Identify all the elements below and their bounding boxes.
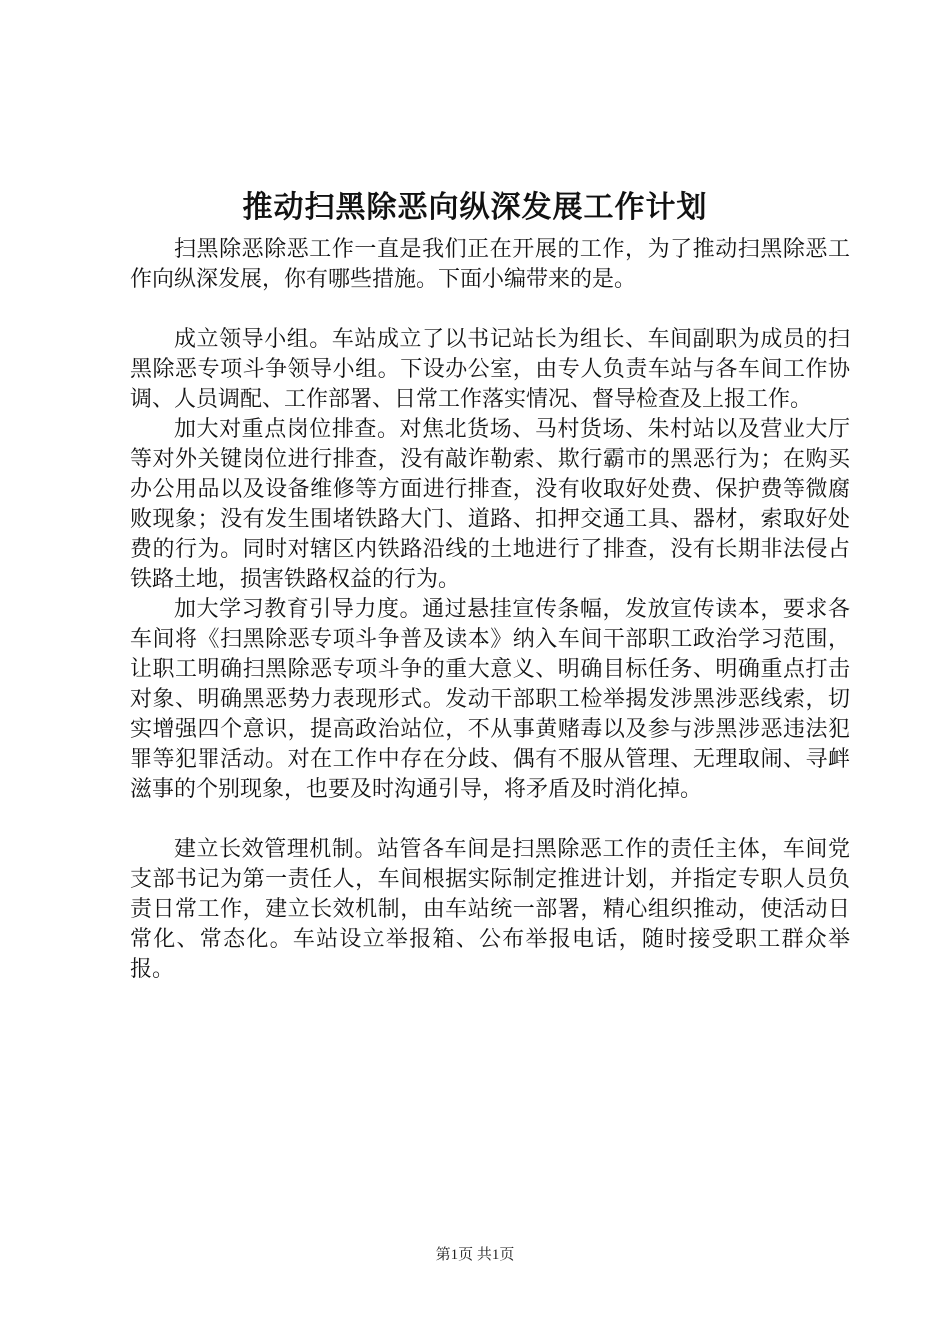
paragraph-leadership-group: 成立领导小组。车站成立了以书记站长为组长、车间副职为成员的扫黑除恶专项斗争领导小组。下设办公室，由专人负责车站与各车间工作协调、人员调配、工作部署、日常工作落实情况、督导检查及上报工作。 bbox=[130, 327, 850, 412]
document-title: 推动扫黑除恶向纵深发展工作计划 bbox=[242, 190, 708, 225]
paragraph-spacer bbox=[130, 805, 850, 835]
page-footer: 第1页 共1页 bbox=[435, 1247, 515, 1263]
paragraph-long-term-mechanism: 建立长效管理机制。站管各车间是扫黑除恶工作的责任主体，车间党支部书记为第一责任人，车间根据实际制定推进计划，并指定专职人员负责日常工作，建立长效机制，由车站统一部署，精心组织推动，使活动日常化、常态化。车站设立举报箱、公布举报电话，随时接受职工群众举报。 bbox=[130, 837, 850, 982]
paragraph-spacer bbox=[130, 295, 850, 325]
paragraph-education-guidance: 加大学习教育引导力度。通过悬挂宣传条幅，发放宣传读本，要求各车间将《扫黑除恶专项斗争普及读本》纳入车间干部职工政治学习范围，让职工明确扫黑除恶专项斗争的重大意义、明确目标任务、明确重点打击对象、明确黑恶势力表现形式。发动干部职工检举揭发涉黑涉恶线索，切实增强四个意识，提高政治站位，不从事黄赌毒以及参与涉黑涉恶违法犯罪等犯罪活动。对在工作中存在分歧、偶有不服从管理、无理取闹、寻衅滋事的个别现象，也要及时沟通引导，将矛盾及时消化掉。 bbox=[130, 597, 850, 802]
intro-paragraph: 扫黑除恶除恶工作一直是我们正在开展的工作，为了推动扫黑除恶工作向纵深发展，你有哪些措施。下面小编带来的是。 bbox=[130, 237, 850, 292]
paragraph-key-post-inspection: 加大对重点岗位排查。对焦北货场、马村货场、朱村站以及营业大厅等对外关键岗位进行排查，没有敲诈勒索、欺行霸市的黑恶行为；在购买办公用品以及设备维修等方面进行排查，没有收取好处费、保护费等微腐败现象；没有发生围堵铁路大门、道路、扣押交通工具、器材，索取好处费的行为。同时对辖区内铁路沿线的土地进行了排查，没有长期非法侵占铁路土地，损害铁路权益的行为。 bbox=[130, 417, 850, 592]
document-body bbox=[130, 235, 850, 985]
